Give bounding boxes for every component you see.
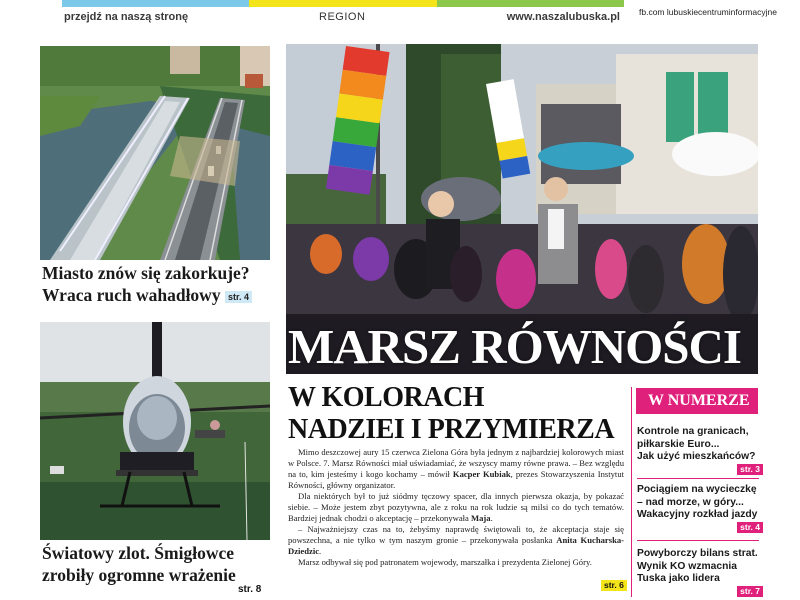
main-subheadline — [288, 382, 614, 446]
person-name-kucharska: Anita Kucharska-Dziedzic — [288, 535, 625, 556]
in-this-issue-heading: W NUMERZE — [636, 388, 758, 414]
website-link-text[interactable]: przejdź na naszą stronę — [64, 11, 189, 23]
top-bar-blue — [62, 0, 249, 7]
subheadline-line1: W KOLORACH — [288, 382, 484, 413]
sidebar-item-2[interactable]: Pociągiem na wycieczkę – nad morze, w góry... Wakacyjny rozkład jazdy str. 4 — [637, 484, 761, 534]
page-ref-plain[interactable]: str. 8 — [238, 584, 262, 595]
article-body — [288, 447, 624, 568]
main-headline[interactable]: MARSZ RÓWNOŚCI — [288, 319, 741, 374]
sidebar-page-ref[interactable]: str. 7 — [737, 586, 763, 597]
person-name-kubiak: Kacper Kubiak — [452, 469, 511, 479]
left-headline-1-line2: Wraca ruch wahadłowy — [42, 285, 221, 305]
sidebar-divider — [631, 387, 632, 597]
top-color-bar — [62, 0, 624, 7]
sidebar-item-3[interactable]: Powyborczy bilans strat. Wynik KO wzmacnia Tuska jako lidera str. 7 — [637, 548, 761, 598]
page-header — [64, 11, 620, 27]
left-headline-2[interactable] — [42, 542, 278, 586]
page-ref-badge[interactable]: str. 4 — [225, 291, 252, 303]
sidebar-item-1[interactable]: Kontrole na granicach, piłkarskie Euro... Jak użyć mieszkańców? str. 3 — [637, 426, 761, 476]
article-paragraph-3: – Najważniejszy czas na to, żebyśmy naprawdę świętowali to, że akceptacja staje się powszechna, a nie tylko w tym naszym gronie – przekonywała posłanka Anita Kucharska-Dziedzic. — [288, 524, 625, 556]
left-headline-2-line1: Światowy zlot. Śmigłowce — [42, 543, 234, 563]
helicopter-photo[interactable] — [40, 322, 270, 540]
article-paragraph-2: Dla niektórych był to już siódmy tęczowy spacer, dla innych pierwsza okazja, by pokazać siebie. – Może jestem zbyt pozytywna, ale z roku na rok ludzie są milsi co do tych tematów. Bardziej jednak chodzi o akceptację – przekonywała Maja. — [288, 491, 624, 523]
top-bar-yellow — [249, 0, 436, 7]
main-page-ref[interactable]: str. 6 — [601, 580, 627, 591]
website-url[interactable]: www.naszalubuska.pl — [506, 11, 620, 23]
sidebar-separator — [637, 540, 759, 541]
left-headline-1[interactable] — [42, 262, 278, 306]
left-headline-1-line1: Miasto znów się zakorkuje? — [42, 263, 250, 283]
person-name-maja: Maja — [471, 513, 491, 523]
sidebar-page-ref[interactable]: str. 3 — [737, 464, 763, 475]
article-paragraph-4: Marsz odbywał się pod patronatem wojewody, marszałka i prezydenta Zielonej Góry. — [298, 557, 592, 567]
top-bar-green — [437, 0, 624, 7]
sidebar-page-ref[interactable]: str. 4 — [737, 522, 763, 533]
article-paragraph-1: Mimo deszczowej aury 15 czerwca Zielona Góra była jednym z najbardziej kolorowych miast w Polsce. 7. Marsz Równości miał uświadamiać, że wszyscy mamy równe prawa. – Bez względu na to, kim jesteśmy i kogo kochamy – mówił Kacper Kubiak, prezes Stowarzyszenia Instytut Równości, główny organizator. — [288, 447, 625, 490]
section-name: REGION — [319, 11, 366, 23]
left-headline-2-line2: zrobiły ogromne wrażenie — [42, 565, 236, 585]
subheadline-line2: NADZIEI I PRZYMIERZA — [288, 414, 615, 445]
bridge-photo[interactable] — [40, 46, 270, 260]
facebook-link[interactable]: fb.com lubuskiecentruminformacyjne — [639, 7, 777, 17]
sidebar-separator — [637, 478, 759, 479]
